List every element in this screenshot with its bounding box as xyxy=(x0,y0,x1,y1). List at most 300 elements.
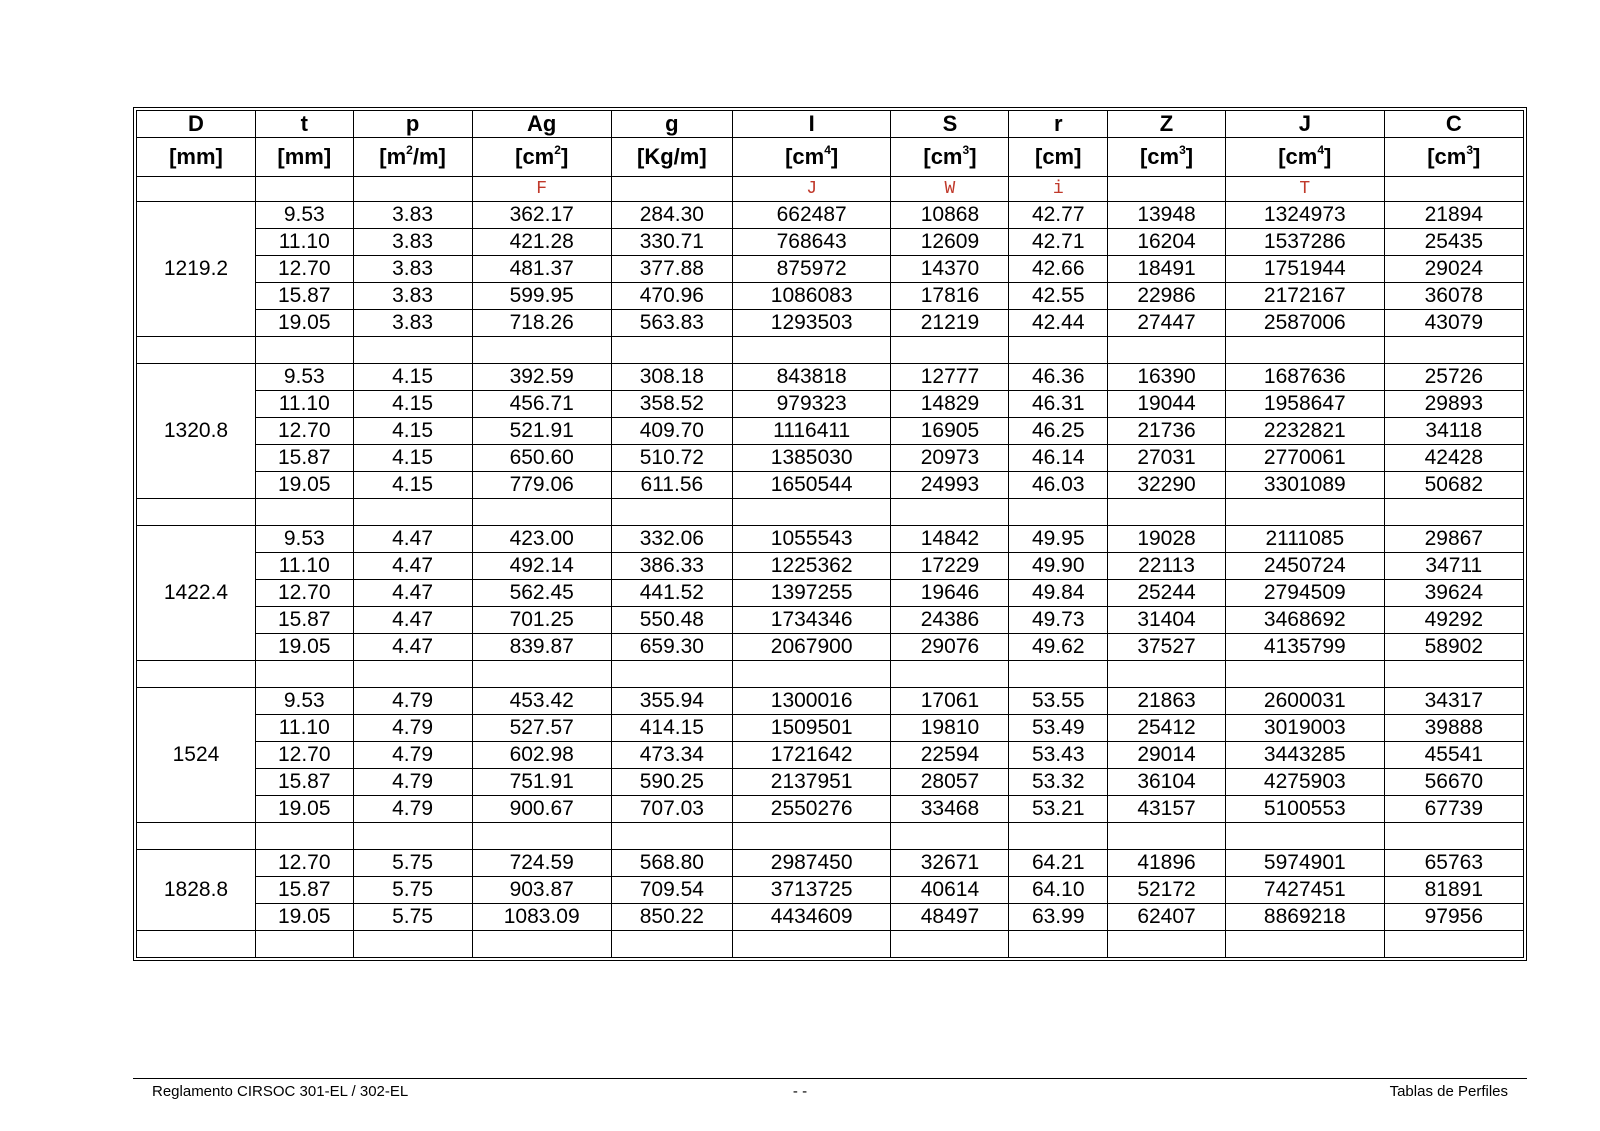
header-alias xyxy=(472,177,611,202)
table-cell: 8869218 xyxy=(1226,904,1385,931)
spacer-cell xyxy=(137,931,256,958)
table-cell: 46.03 xyxy=(1009,472,1108,499)
table-cell: 568.80 xyxy=(611,850,732,877)
header-symbols-row xyxy=(137,111,1524,138)
table-cell: 779.06 xyxy=(472,472,611,499)
table-cell: 27447 xyxy=(1108,310,1226,337)
table-cell: 49292 xyxy=(1384,607,1523,634)
diameter-cell: 1320.8 xyxy=(137,364,256,499)
table-cell: 22986 xyxy=(1108,283,1226,310)
header-unit xyxy=(1384,138,1523,177)
spacer-cell xyxy=(1226,931,1385,958)
table-cell: 650.60 xyxy=(472,445,611,472)
spacer-cell xyxy=(255,823,353,850)
unit-exponent: 3 xyxy=(962,142,970,157)
table-cell: 456.71 xyxy=(472,391,611,418)
table-cell: 42.71 xyxy=(1009,229,1108,256)
unit-tail: ] xyxy=(560,144,569,169)
table-cell: 53.43 xyxy=(1009,742,1108,769)
unit-exponent: 3 xyxy=(1466,142,1474,157)
table-cell: 1734346 xyxy=(732,607,891,634)
table-cell: 2550276 xyxy=(732,796,891,823)
table-cell: 3.83 xyxy=(353,202,472,229)
table-cell: 11.10 xyxy=(255,715,353,742)
table-cell: 2587006 xyxy=(1226,310,1385,337)
unit-tail: ] xyxy=(1324,144,1332,169)
table-cell: 50682 xyxy=(1384,472,1523,499)
table-cell: 1086083 xyxy=(732,283,891,310)
table-row xyxy=(137,310,1524,337)
table-cell: 19.05 xyxy=(255,634,353,661)
unit-base: [cm xyxy=(515,144,555,169)
table-cell: 332.06 xyxy=(611,526,732,553)
unit-exponent: 4 xyxy=(824,142,831,157)
table-cell: 43157 xyxy=(1108,796,1226,823)
table-cell: 3468692 xyxy=(1226,607,1385,634)
spacer-cell xyxy=(255,931,353,958)
table-cell: 4.15 xyxy=(353,391,472,418)
table-cell: 10868 xyxy=(891,202,1009,229)
table-cell: 1300016 xyxy=(732,688,891,715)
spacer-cell xyxy=(353,661,472,688)
table-cell: 453.42 xyxy=(472,688,611,715)
table-cell: 2232821 xyxy=(1226,418,1385,445)
spacer-cell xyxy=(1108,337,1226,364)
spacer-cell xyxy=(472,823,611,850)
unit-base: [cm xyxy=(785,144,825,169)
spacer-cell xyxy=(1009,337,1108,364)
table-cell: 1225362 xyxy=(732,553,891,580)
table-cell: 39624 xyxy=(1384,580,1523,607)
table-cell: 1509501 xyxy=(732,715,891,742)
table-cell: 49.62 xyxy=(1009,634,1108,661)
table-cell: 63.99 xyxy=(1009,904,1108,931)
table-cell: 470.96 xyxy=(611,283,732,310)
table-cell: 409.70 xyxy=(611,418,732,445)
unit-exponent: 2 xyxy=(406,142,413,157)
table-cell: 27031 xyxy=(1108,445,1226,472)
table-cell: 4434609 xyxy=(732,904,891,931)
footer-section-title: Tablas de Perfiles xyxy=(1389,1083,1508,1100)
table-cell: 423.00 xyxy=(472,526,611,553)
table-cell: 17229 xyxy=(891,553,1009,580)
table-cell: 22594 xyxy=(891,742,1009,769)
alias-label: T xyxy=(1299,179,1311,199)
table-cell: 843818 xyxy=(732,364,891,391)
table-cell: 20973 xyxy=(891,445,1009,472)
table-cell: 21736 xyxy=(1108,418,1226,445)
spacer-row xyxy=(137,337,1524,364)
table-cell: 29867 xyxy=(1384,526,1523,553)
table-cell: 850.22 xyxy=(611,904,732,931)
table-cell: 49.95 xyxy=(1009,526,1108,553)
table-row xyxy=(137,391,1524,418)
table-cell: 19810 xyxy=(891,715,1009,742)
table-cell: 49.73 xyxy=(1009,607,1108,634)
table-cell: 4.15 xyxy=(353,472,472,499)
table-cell: 25726 xyxy=(1384,364,1523,391)
header-symbol: Z xyxy=(1108,111,1226,138)
table-cell: 32290 xyxy=(1108,472,1226,499)
table-cell: 16905 xyxy=(891,418,1009,445)
spacer-cell xyxy=(891,337,1009,364)
table-row xyxy=(137,742,1524,769)
table-cell: 839.87 xyxy=(472,634,611,661)
table-cell: 43079 xyxy=(1384,310,1523,337)
table-cell: 53.55 xyxy=(1009,688,1108,715)
table-cell: 492.14 xyxy=(472,553,611,580)
table-cell: 22113 xyxy=(1108,553,1226,580)
unit-base: [cm xyxy=(1139,144,1180,169)
table-cell: 3301089 xyxy=(1226,472,1385,499)
table-cell: 15.87 xyxy=(255,877,353,904)
table-cell: 39888 xyxy=(1384,715,1523,742)
table-row xyxy=(137,418,1524,445)
spacer-cell xyxy=(1384,499,1523,526)
table-cell: 563.83 xyxy=(611,310,732,337)
header-symbol: g xyxy=(611,111,732,138)
spacer-cell xyxy=(353,499,472,526)
table-cell: 3.83 xyxy=(353,229,472,256)
header-unit xyxy=(255,138,353,177)
table-cell: 81891 xyxy=(1384,877,1523,904)
unit-base: [mm] xyxy=(169,144,223,169)
table-cell: 1687636 xyxy=(1226,364,1385,391)
table-cell: 97956 xyxy=(1384,904,1523,931)
table-cell: 5974901 xyxy=(1226,850,1385,877)
alias-label: W xyxy=(944,179,956,199)
table-cell: 3713725 xyxy=(732,877,891,904)
spacer-cell xyxy=(611,823,732,850)
table-cell: 9.53 xyxy=(255,202,353,229)
spacer-cell xyxy=(611,931,732,958)
table-cell: 28057 xyxy=(891,769,1009,796)
table-cell: 64.21 xyxy=(1009,850,1108,877)
header-symbol: p xyxy=(353,111,472,138)
table-cell: 46.31 xyxy=(1009,391,1108,418)
header-alias xyxy=(891,177,1009,202)
table-cell: 2172167 xyxy=(1226,283,1385,310)
table-cell: 11.10 xyxy=(255,553,353,580)
header-symbol: D xyxy=(137,111,256,138)
table-cell: 701.25 xyxy=(472,607,611,634)
table-cell: 14829 xyxy=(891,391,1009,418)
header-symbol: t xyxy=(255,111,353,138)
table-cell: 709.54 xyxy=(611,877,732,904)
table-cell: 1397255 xyxy=(732,580,891,607)
spacer-cell xyxy=(137,661,256,688)
table-cell: 53.21 xyxy=(1009,796,1108,823)
footer-page-number: - - xyxy=(792,1083,808,1100)
table-cell: 377.88 xyxy=(611,256,732,283)
table-cell: 21219 xyxy=(891,310,1009,337)
header-unit xyxy=(472,138,611,177)
table-cell: 56670 xyxy=(1384,769,1523,796)
table-cell: 19646 xyxy=(891,580,1009,607)
table-cell: 4.47 xyxy=(353,526,472,553)
spacer-cell xyxy=(891,823,1009,850)
unit-exponent: 4 xyxy=(1317,142,1325,157)
table-row xyxy=(137,580,1524,607)
table-cell: 13948 xyxy=(1108,202,1226,229)
table-cell: 1650544 xyxy=(732,472,891,499)
table-cell: 19028 xyxy=(1108,526,1226,553)
spacer-row xyxy=(137,823,1524,850)
unit-base: [cm xyxy=(1278,144,1318,169)
table-cell: 16204 xyxy=(1108,229,1226,256)
spacer-cell xyxy=(1384,337,1523,364)
table-cell: 3.83 xyxy=(353,310,472,337)
table-cell: 15.87 xyxy=(255,769,353,796)
header-unit xyxy=(353,138,472,177)
unit-exponent: 2 xyxy=(554,142,561,157)
header-alias xyxy=(353,177,472,202)
table-row xyxy=(137,850,1524,877)
table-cell: 9.53 xyxy=(255,364,353,391)
table-cell: 5.75 xyxy=(353,904,472,931)
table-cell: 14842 xyxy=(891,526,1009,553)
table-cell: 52172 xyxy=(1108,877,1226,904)
table-cell: 45541 xyxy=(1384,742,1523,769)
table-cell: 25435 xyxy=(1384,229,1523,256)
table-cell: 473.34 xyxy=(611,742,732,769)
table-cell: 5100553 xyxy=(1226,796,1385,823)
table-row xyxy=(137,472,1524,499)
table-cell: 308.18 xyxy=(611,364,732,391)
table-cell: 11.10 xyxy=(255,391,353,418)
header-alias-row xyxy=(137,177,1524,202)
table-cell: 1116411 xyxy=(732,418,891,445)
header-symbol: Ag xyxy=(472,111,611,138)
spacer-cell xyxy=(1009,499,1108,526)
table-cell: 662487 xyxy=(732,202,891,229)
table-cell: 4135799 xyxy=(1226,634,1385,661)
table-row xyxy=(137,229,1524,256)
table-cell: 2770061 xyxy=(1226,445,1385,472)
footer-regulation: Reglamento CIRSOC 301-EL / 302-EL xyxy=(152,1083,409,1100)
table-cell: 2137951 xyxy=(732,769,891,796)
spacer-cell xyxy=(353,337,472,364)
header-alias xyxy=(1009,177,1108,202)
table-cell: 1324973 xyxy=(1226,202,1385,229)
table-cell: 31404 xyxy=(1108,607,1226,634)
spacer-cell xyxy=(1009,823,1108,850)
table-cell: 599.95 xyxy=(472,283,611,310)
table-cell: 32671 xyxy=(891,850,1009,877)
table-cell: 18491 xyxy=(1108,256,1226,283)
table-cell: 65763 xyxy=(1384,850,1523,877)
unit-base: [cm xyxy=(1427,144,1467,169)
spacer-cell xyxy=(1108,499,1226,526)
alias-label: i xyxy=(1052,179,1064,199)
table-cell: 768643 xyxy=(732,229,891,256)
diameter-cell: 1524 xyxy=(137,688,256,823)
alias-label: F xyxy=(536,179,548,199)
spacer-cell xyxy=(472,931,611,958)
table-cell: 62407 xyxy=(1108,904,1226,931)
table-cell: 4.47 xyxy=(353,553,472,580)
table-row xyxy=(137,877,1524,904)
table-cell: 17816 xyxy=(891,283,1009,310)
table-cell: 2450724 xyxy=(1226,553,1385,580)
spacer-cell xyxy=(732,931,891,958)
unit-tail: ] xyxy=(830,144,839,169)
table-cell: 5.75 xyxy=(353,877,472,904)
table-cell: 4.79 xyxy=(353,688,472,715)
table-cell: 4.15 xyxy=(353,445,472,472)
table-cell: 2794509 xyxy=(1226,580,1385,607)
spacer-cell xyxy=(1384,931,1523,958)
table-cell: 1751944 xyxy=(1226,256,1385,283)
table-cell: 562.45 xyxy=(472,580,611,607)
spacer-cell xyxy=(353,931,472,958)
table-cell: 42.55 xyxy=(1009,283,1108,310)
table-cell: 421.28 xyxy=(472,229,611,256)
table-cell: 362.17 xyxy=(472,202,611,229)
unit-tail: ] xyxy=(1473,144,1481,169)
table-cell: 49.84 xyxy=(1009,580,1108,607)
table-cell: 2600031 xyxy=(1226,688,1385,715)
table-cell: 12.70 xyxy=(255,418,353,445)
table-cell: 4.15 xyxy=(353,364,472,391)
table-cell: 707.03 xyxy=(611,796,732,823)
spacer-cell xyxy=(255,337,353,364)
table-cell: 602.98 xyxy=(472,742,611,769)
table-cell: 659.30 xyxy=(611,634,732,661)
spacer-cell xyxy=(1226,823,1385,850)
table-cell: 14370 xyxy=(891,256,1009,283)
spacer-cell xyxy=(732,661,891,688)
table-cell: 48497 xyxy=(891,904,1009,931)
spacer-cell xyxy=(1108,661,1226,688)
table-cell: 386.33 xyxy=(611,553,732,580)
table-cell: 21863 xyxy=(1108,688,1226,715)
table-cell: 330.71 xyxy=(611,229,732,256)
table-cell: 1958647 xyxy=(1226,391,1385,418)
table-row xyxy=(137,256,1524,283)
spacer-cell xyxy=(1226,661,1385,688)
table-cell: 25412 xyxy=(1108,715,1226,742)
table-row xyxy=(137,796,1524,823)
table-cell: 2111085 xyxy=(1226,526,1385,553)
table-cell: 4.79 xyxy=(353,796,472,823)
spacer-cell xyxy=(353,823,472,850)
table-cell: 19.05 xyxy=(255,796,353,823)
unit-base: [cm] xyxy=(1035,144,1082,169)
spacer-cell xyxy=(137,499,256,526)
table-cell: 24386 xyxy=(891,607,1009,634)
table-cell: 29893 xyxy=(1384,391,1523,418)
header-alias xyxy=(611,177,732,202)
table-cell: 41896 xyxy=(1108,850,1226,877)
header-unit xyxy=(1226,138,1385,177)
spacer-cell xyxy=(1226,499,1385,526)
table-cell: 521.91 xyxy=(472,418,611,445)
table-cell: 4.47 xyxy=(353,580,472,607)
header-units-row xyxy=(137,138,1524,177)
unit-tail: /m] xyxy=(412,144,446,169)
table-cell: 1721642 xyxy=(732,742,891,769)
table-cell: 4.47 xyxy=(353,634,472,661)
header-unit xyxy=(611,138,732,177)
table-cell: 46.36 xyxy=(1009,364,1108,391)
table-cell: 9.53 xyxy=(255,526,353,553)
spacer-cell xyxy=(611,661,732,688)
table-cell: 284.30 xyxy=(611,202,732,229)
table-cell: 34317 xyxy=(1384,688,1523,715)
spacer-row xyxy=(137,931,1524,958)
table-cell: 903.87 xyxy=(472,877,611,904)
table-cell: 34118 xyxy=(1384,418,1523,445)
spacer-cell xyxy=(891,661,1009,688)
spacer-cell xyxy=(255,661,353,688)
table-row xyxy=(137,445,1524,472)
header-unit xyxy=(137,138,256,177)
header-alias xyxy=(732,177,891,202)
spacer-cell xyxy=(255,499,353,526)
header-symbol: C xyxy=(1384,111,1523,138)
spacer-cell xyxy=(1384,661,1523,688)
table-cell: 49.90 xyxy=(1009,553,1108,580)
table-row xyxy=(137,202,1524,229)
header-symbol: I xyxy=(732,111,891,138)
table-cell: 4.47 xyxy=(353,607,472,634)
header-alias xyxy=(1384,177,1523,202)
table-row xyxy=(137,904,1524,931)
table-cell: 46.25 xyxy=(1009,418,1108,445)
table-cell: 42.66 xyxy=(1009,256,1108,283)
header-alias xyxy=(1226,177,1385,202)
table-cell: 2987450 xyxy=(732,850,891,877)
table-cell: 19.05 xyxy=(255,310,353,337)
pipe-profile-table xyxy=(136,110,1524,958)
spacer-cell xyxy=(732,337,891,364)
table-cell: 15.87 xyxy=(255,607,353,634)
table-cell: 4275903 xyxy=(1226,769,1385,796)
table-cell: 15.87 xyxy=(255,283,353,310)
table-row xyxy=(137,607,1524,634)
spacer-cell xyxy=(732,499,891,526)
table-cell: 42428 xyxy=(1384,445,1523,472)
table-cell: 3.83 xyxy=(353,256,472,283)
spacer-cell xyxy=(732,823,891,850)
table-row xyxy=(137,283,1524,310)
table-cell: 29014 xyxy=(1108,742,1226,769)
table-cell: 1537286 xyxy=(1226,229,1385,256)
table-cell: 12.70 xyxy=(255,742,353,769)
table-cell: 42.77 xyxy=(1009,202,1108,229)
table-cell: 590.25 xyxy=(611,769,732,796)
table-cell: 441.52 xyxy=(611,580,732,607)
spacer-cell xyxy=(137,337,256,364)
table-cell: 53.49 xyxy=(1009,715,1108,742)
table-cell: 481.37 xyxy=(472,256,611,283)
table-cell: 718.26 xyxy=(472,310,611,337)
table-row xyxy=(137,364,1524,391)
table-cell: 5.75 xyxy=(353,850,472,877)
spacer-cell xyxy=(472,337,611,364)
table-cell: 17061 xyxy=(891,688,1009,715)
header-alias xyxy=(137,177,256,202)
table-cell: 358.52 xyxy=(611,391,732,418)
table-cell: 36078 xyxy=(1384,283,1523,310)
diameter-cell: 1828.8 xyxy=(137,850,256,931)
table-cell: 15.87 xyxy=(255,445,353,472)
table-cell: 1055543 xyxy=(732,526,891,553)
spacer-cell xyxy=(891,931,1009,958)
header-unit xyxy=(891,138,1009,177)
table-cell: 9.53 xyxy=(255,688,353,715)
